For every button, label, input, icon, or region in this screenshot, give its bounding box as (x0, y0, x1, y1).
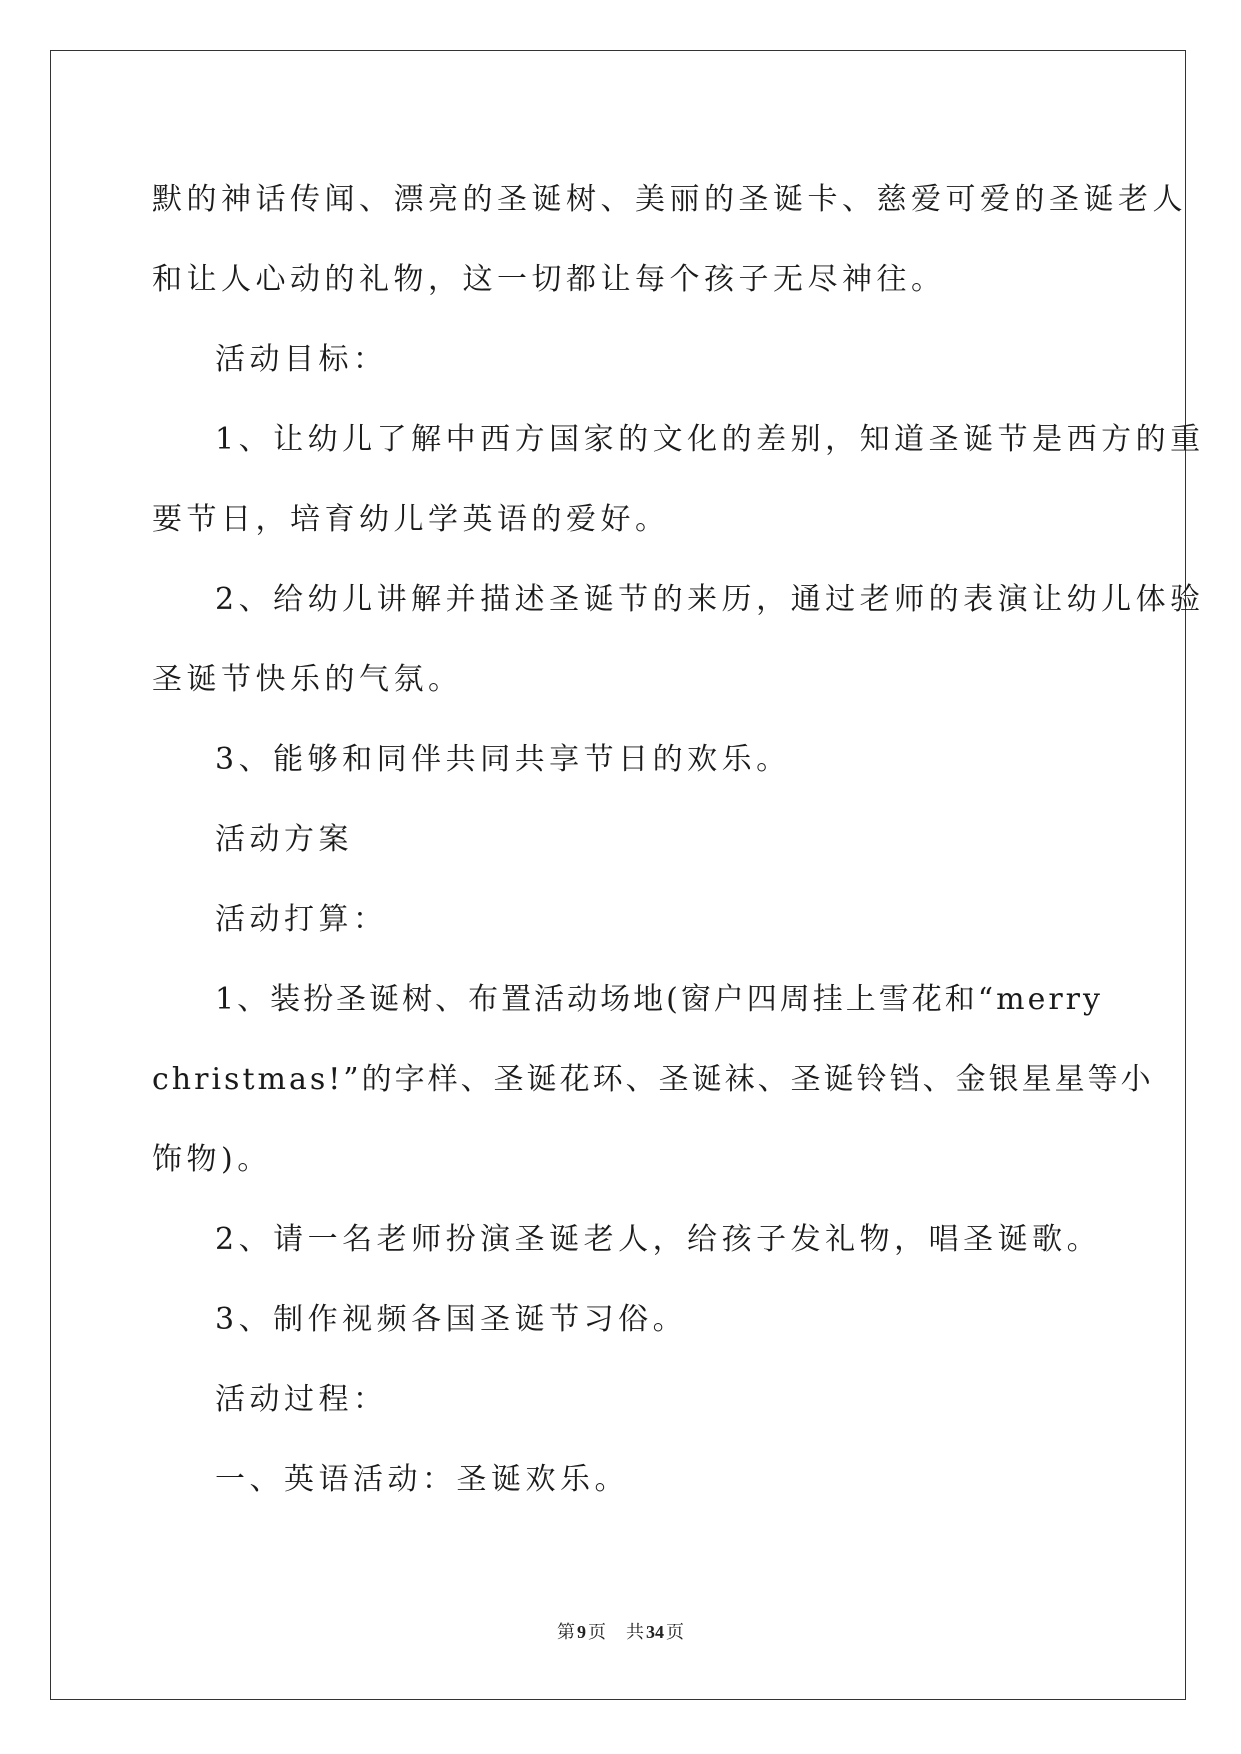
list-item-line: 2、给幼儿讲解并描述圣诞节的来历，通过老师的表演让幼儿体验 (215, 582, 1205, 617)
page-footer (0, 1618, 1241, 1644)
list-item-line: 饰物)。 (152, 1142, 272, 1177)
list-item-line: 3、能够和同伴共同共享节日的欢乐。 (215, 742, 791, 777)
total-pages: 34 (646, 1622, 664, 1642)
section-heading: 活动方案 (215, 822, 353, 857)
section-heading: 活动打算： (215, 902, 388, 937)
list-item-line: 1、让幼儿了解中西方国家的文化的差别，知道圣诞节是西方的重 (215, 422, 1205, 457)
document-body (152, 160, 1205, 1520)
section-heading: 活动目标： (215, 342, 388, 377)
list-item-line: 1、装扮圣诞树、布置活动场地(窗户四周挂上雪花和“merry (215, 982, 1103, 1017)
list-item-line: 要节日，培育幼儿学英语的爱好。 (152, 502, 670, 537)
paragraph-line: 默的神话传闻、漂亮的圣诞树、美丽的圣诞卡、慈爱可爱的圣诞老人 (152, 182, 1187, 217)
page-prefix: 第 (557, 1622, 575, 1643)
page-number: 9 (577, 1622, 586, 1642)
total-prefix: 共 (626, 1622, 644, 1643)
list-item-line: 3、制作视频各国圣诞节习俗。 (215, 1302, 688, 1337)
section-heading: 一、英语活动：圣诞欢乐。 (215, 1462, 629, 1497)
page-suffix: 页 (588, 1622, 606, 1643)
paragraph-line: 和让人心动的礼物，这一切都让每个孩子无尽神往。 (152, 262, 946, 297)
total-suffix: 页 (666, 1622, 684, 1643)
section-heading: 活动过程： (215, 1382, 388, 1417)
list-item-line: 圣诞节快乐的气氛。 (152, 662, 463, 697)
list-item-line: 2、请一名老师扮演圣诞老人，给孩子发礼物，唱圣诞歌。 (215, 1222, 1102, 1257)
list-item-line: christmas!”的字样、圣诞花环、圣诞袜、圣诞铃铛、金银星星等小 (152, 1062, 1154, 1097)
